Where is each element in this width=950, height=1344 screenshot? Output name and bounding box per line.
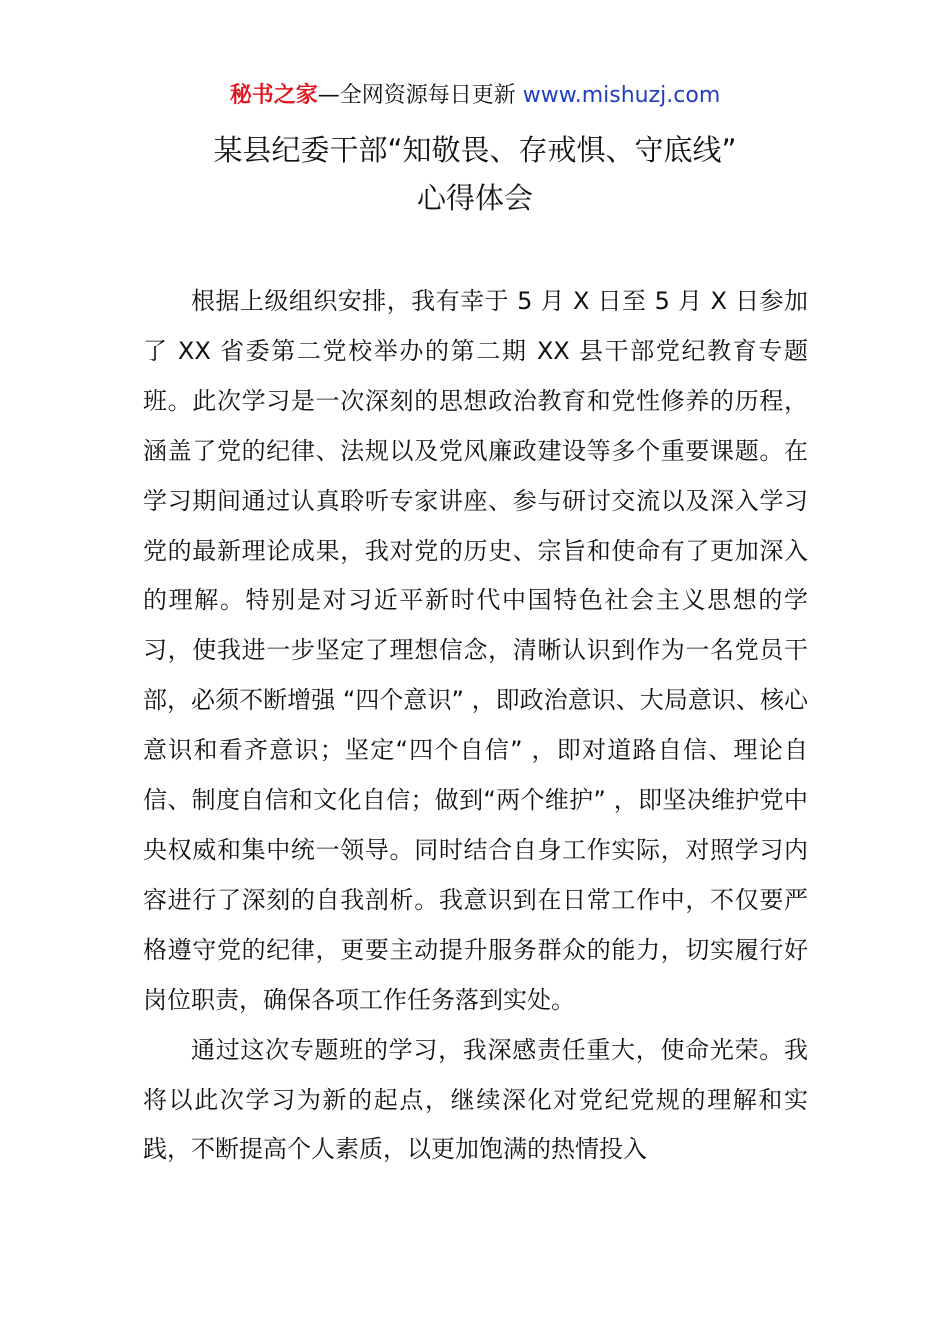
site-banner: [0, 80, 950, 112]
document-title-line-1: 某县纪委干部“知敬畏、存戒惧、守底线”: [213, 133, 737, 167]
paragraph-1: 根据上级组织安排，我有幸于 5 月 X 日至 5 月 X 日参加了 XX 省委第二党校举办的第二期 XX 县干部党纪教育专题班。此次学习是一次深刻的思想政治教育和党性修养的历程，涵盖了党的纪律、法规以及党风廉政建设等多个重要课题。在学习期间通过认真聆听专家讲座、参与研讨交流以及深入学习党的最新理论成果，我对党的历史、宗旨和使命有了更加深入的理解。特别是对习近平新时代中国特色社会主义思想的学习，使我进一步坚定了理想信念，清晰认识到作为一名党员干部，必须不断增强 “四个意识” ，即政治意识、大局意识、核心意识和看齐意识；坚定“四个自信” ，即对道路自信、理论自信、制度自信和文化自信；做到“两个维护” ，即坚决维护党中央权威和集中统一领导。同时结合自身工作实际，对照学习内容进行了深刻的自我剖析。我意识到在日常工作中，不仅要严格遵守党的纪律，更要主动提升服务群众的能力，切实履行好岗位职责，确保各项工作任务落到实处。: [143, 287, 808, 1014]
banner-tagline: —全网资源每日更新: [317, 83, 516, 108]
document-title-line-2: 心得体会: [416, 181, 533, 215]
document-body: [143, 277, 808, 1175]
brand-name: 秘书之家: [229, 83, 318, 108]
site-url-link[interactable]: www.mishuzj.com: [522, 83, 721, 108]
paragraph-2: 通过这次专题班的学习，我深感责任重大，使命光荣。我将以此次学习为新的起点，继续深化对党纪党规的理解和实践，不断提高个人素质，以更加饱满的热情投入: [143, 1035, 808, 1164]
